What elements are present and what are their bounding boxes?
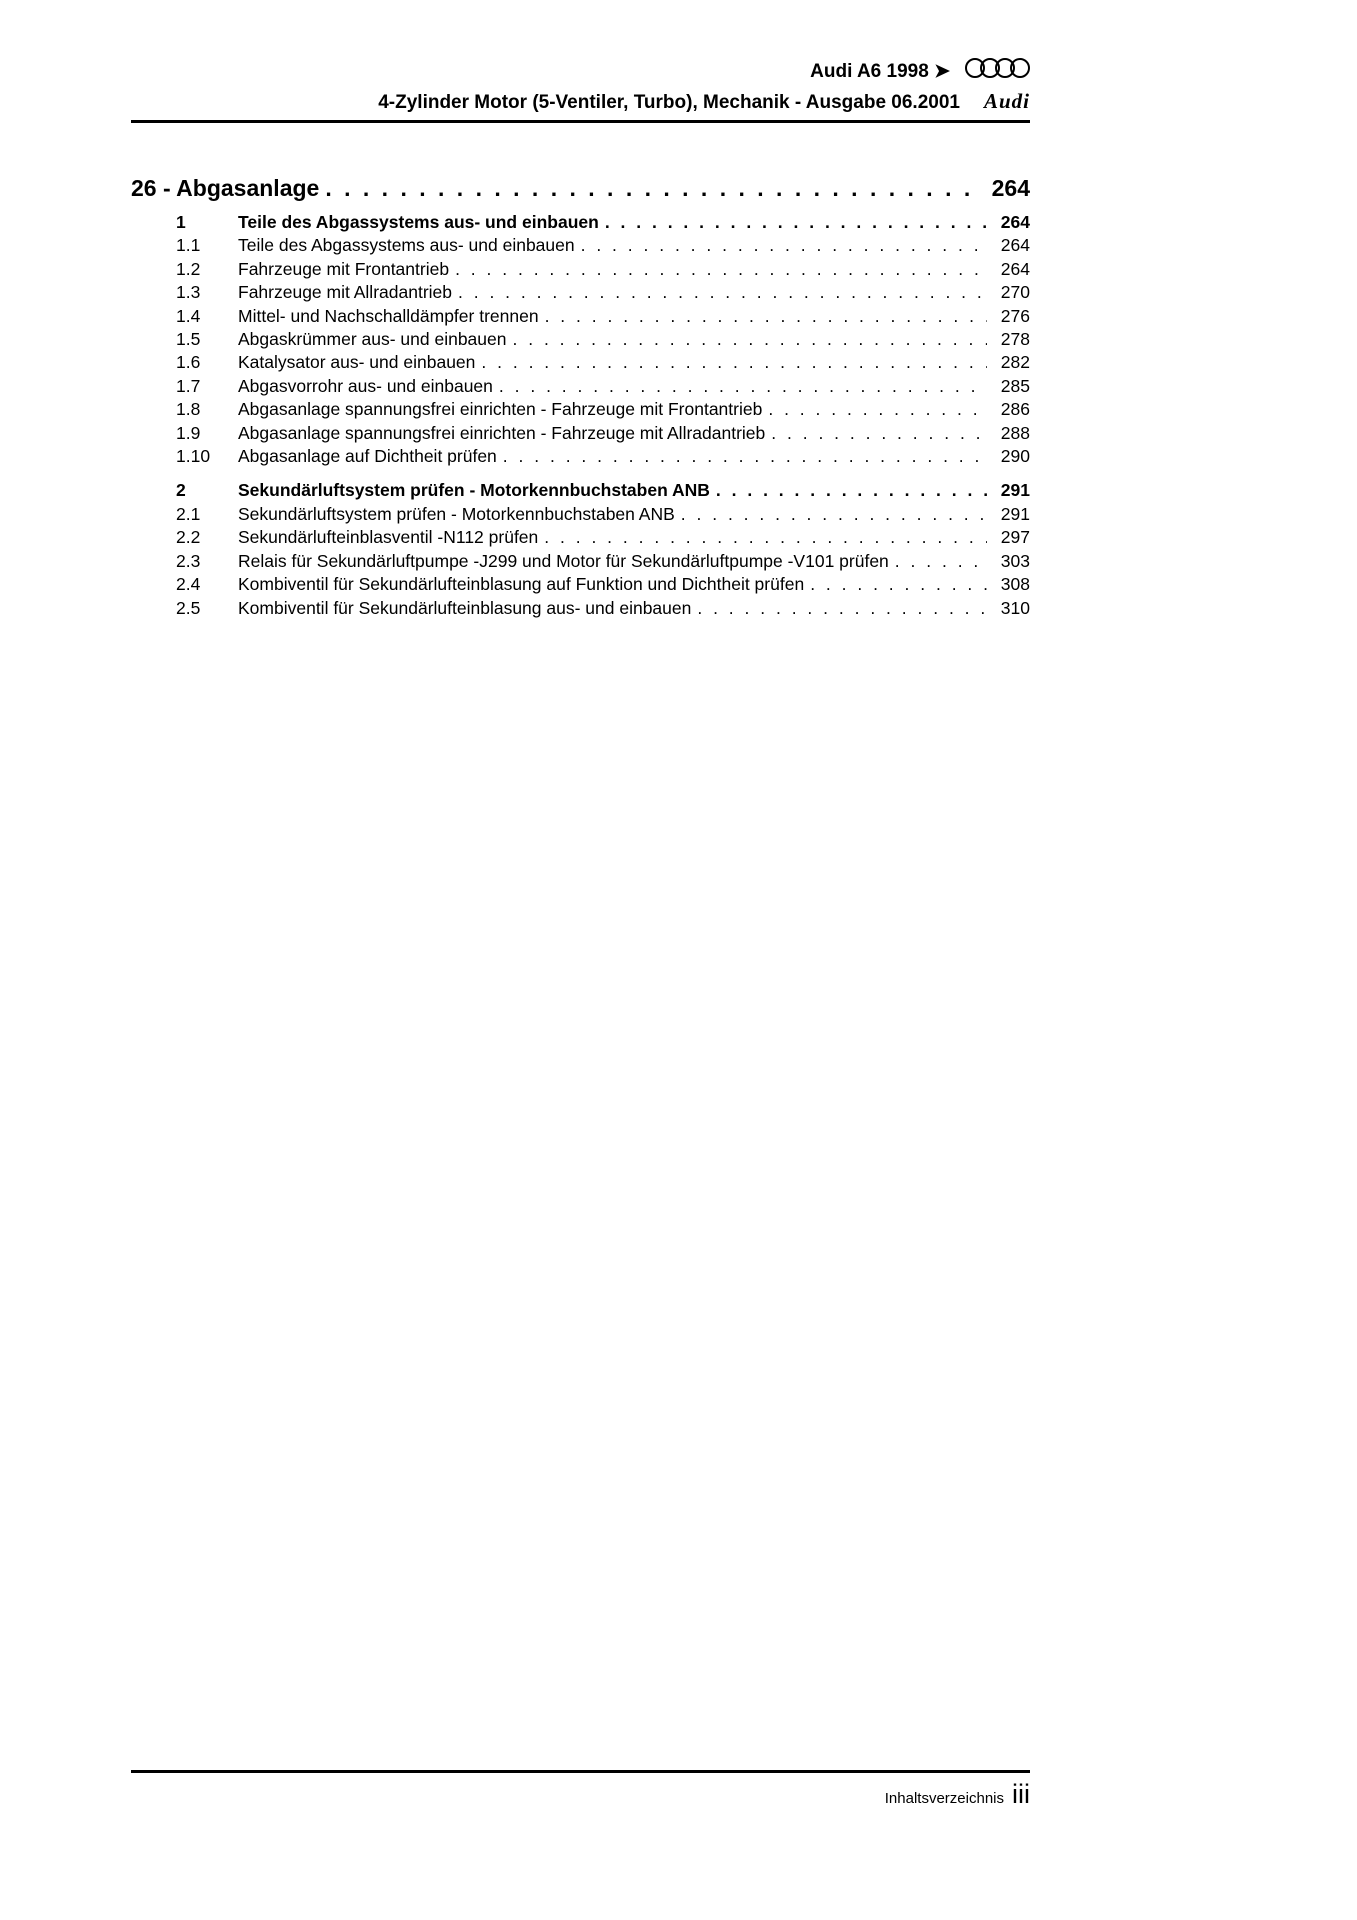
toc-entry-number: 1.10 bbox=[176, 446, 211, 467]
header-subtitle-line bbox=[131, 88, 1030, 116]
toc-entry-page: 264 bbox=[1000, 212, 1030, 232]
toc-entry-page: 264 bbox=[1000, 235, 1030, 256]
toc-entry-number: 1.6 bbox=[176, 352, 201, 373]
dot-leader bbox=[771, 422, 987, 445]
toc-entry-number: 1.2 bbox=[176, 258, 201, 279]
toc-entry-number: 1.3 bbox=[176, 282, 201, 303]
toc-entry bbox=[131, 375, 1030, 398]
toc-entry-number: 1.5 bbox=[176, 329, 201, 350]
toc-entry-number: 1.4 bbox=[176, 305, 201, 326]
toc-entry-page: 297 bbox=[1000, 527, 1030, 548]
chapter-page-number: 264 bbox=[991, 175, 1030, 201]
toc-entry-number: 2.3 bbox=[176, 550, 201, 571]
toc-entry bbox=[131, 258, 1030, 281]
page-header bbox=[131, 0, 1030, 123]
toc-entry-page: 276 bbox=[1000, 305, 1030, 326]
footer-label: Inhaltsverzeichnis bbox=[884, 1790, 1004, 1807]
toc-entry-page: 264 bbox=[1000, 258, 1030, 279]
toc-entry-page: 278 bbox=[1000, 329, 1030, 350]
dot-leader bbox=[544, 526, 987, 549]
dot-leader bbox=[605, 211, 987, 234]
toc-entry-page: 310 bbox=[1000, 597, 1030, 618]
toc-entry-page: 303 bbox=[1000, 550, 1030, 571]
toc-entry-number: 1.1 bbox=[176, 235, 201, 256]
dot-leader bbox=[325, 173, 983, 203]
toc-entry-page: 282 bbox=[1000, 352, 1030, 373]
dot-leader bbox=[455, 258, 987, 281]
toc-entry bbox=[131, 445, 1030, 468]
dot-leader bbox=[503, 445, 987, 468]
audi-rings-icon bbox=[964, 56, 1030, 88]
toc-entry-number: 1.9 bbox=[176, 422, 201, 443]
header-model-line bbox=[131, 56, 1030, 88]
toc-entry-title: Kombiventil für Sekundärlufteinblasung auf Funktion und Dichtheit prüfen bbox=[238, 574, 805, 595]
toc-entry-number: 2.4 bbox=[176, 574, 201, 595]
toc-entry-title: Abgasanlage spannungsfrei einrichten - Fahrzeuge mit Allradantrieb bbox=[238, 422, 766, 443]
toc-entry-title: Kombiventil für Sekundärlufteinblasung aus- und einbauen bbox=[238, 597, 692, 618]
toc-entry bbox=[131, 597, 1030, 620]
toc-entry bbox=[131, 305, 1030, 328]
toc-entry-number: 2.1 bbox=[176, 503, 201, 524]
toc-entry-title: Fahrzeuge mit Frontantrieb bbox=[238, 258, 450, 279]
dot-leader bbox=[581, 234, 987, 257]
toc-entry-page: 291 bbox=[1000, 503, 1030, 524]
toc-entry bbox=[131, 503, 1030, 526]
toc-entry bbox=[131, 211, 1030, 234]
toc-entry bbox=[131, 328, 1030, 351]
toc-entry-number: 2 bbox=[176, 480, 186, 501]
header-subtitle-text: 4-Zylinder Motor (5-Ventiler, Turbo), Mechanik - Ausgabe 06.2001 bbox=[378, 92, 960, 113]
toc-entry-number: 2.2 bbox=[176, 527, 201, 548]
toc-entry-number: 1.8 bbox=[176, 399, 201, 420]
toc-entry-number: 2.5 bbox=[176, 597, 201, 618]
dot-leader bbox=[481, 351, 987, 374]
dot-leader bbox=[768, 398, 987, 421]
toc-entry-page: 286 bbox=[1000, 399, 1030, 420]
toc-entry-title: Teile des Abgassystems aus- und einbauen bbox=[238, 235, 575, 256]
toc-entry-page: 270 bbox=[1000, 282, 1030, 303]
dot-leader bbox=[716, 479, 987, 502]
toc-entry-title: Relais für Sekundärluftpumpe -J299 und Motor für Sekundärluftpumpe -V101 prüfen bbox=[238, 550, 889, 571]
toc-entry-page: 291 bbox=[1000, 480, 1030, 501]
dot-leader bbox=[513, 328, 988, 351]
toc-entry bbox=[131, 479, 1030, 502]
toc-entry-page: 308 bbox=[1000, 574, 1030, 595]
toc-entry-title: Abgasanlage spannungsfrei einrichten - Fahrzeuge mit Frontantrieb bbox=[238, 399, 763, 420]
footer-divider bbox=[131, 1770, 1030, 1773]
toc-entry-page: 288 bbox=[1000, 422, 1030, 443]
toc-entry-title: Sekundärluftsystem prüfen - Motorkennbuchstaben ANB bbox=[238, 503, 675, 524]
toc-entry bbox=[131, 422, 1030, 445]
toc-entry-title: Fahrzeuge mit Allradantrieb bbox=[238, 282, 452, 303]
audi-wordmark: Audi bbox=[983, 89, 1030, 113]
toc-entry-title: Teile des Abgassystems aus- und einbauen bbox=[238, 212, 599, 232]
toc-entry-title: Abgaskrümmer aus- und einbauen bbox=[238, 329, 507, 350]
toc-entry-title: Mittel- und Nachschalldämpfer trennen bbox=[238, 305, 539, 326]
dot-leader bbox=[545, 305, 987, 328]
toc-entry-number: 1.7 bbox=[176, 375, 201, 396]
chapter-heading bbox=[131, 173, 1030, 203]
toc-entry-title: Abgasanlage auf Dichtheit prüfen bbox=[238, 446, 497, 467]
dot-leader bbox=[810, 573, 987, 596]
dot-leader bbox=[681, 503, 987, 526]
page-content bbox=[131, 0, 1030, 620]
footer-page-number: iii bbox=[1012, 1779, 1030, 1809]
dot-leader bbox=[499, 375, 987, 398]
toc-entry-title: Abgasvorrohr aus- und einbauen bbox=[238, 375, 493, 396]
toc-entry-title: Katalysator aus- und einbauen bbox=[238, 352, 476, 373]
chapter-title: 26 - Abgasanlage bbox=[131, 175, 320, 201]
toc-entry bbox=[131, 573, 1030, 596]
toc-entry bbox=[131, 351, 1030, 374]
toc-entry-page: 285 bbox=[1000, 375, 1030, 396]
toc-entry bbox=[131, 398, 1030, 421]
toc-entry bbox=[131, 234, 1030, 257]
header-divider bbox=[131, 120, 1030, 123]
dot-leader bbox=[895, 550, 987, 573]
toc-entry-page: 290 bbox=[1000, 446, 1030, 467]
toc-entry-title: Sekundärluftsystem prüfen - Motorkennbuchstaben ANB bbox=[238, 480, 710, 501]
toc-entry bbox=[131, 526, 1030, 549]
dot-leader bbox=[458, 281, 987, 304]
toc-entry-number: 1 bbox=[176, 212, 186, 232]
toc-entry bbox=[131, 550, 1030, 573]
toc-list bbox=[131, 211, 1030, 620]
header-model-text: Audi A6 1998 ➤ bbox=[810, 61, 950, 82]
toc-entry bbox=[131, 281, 1030, 304]
page-footer bbox=[131, 1770, 1030, 1810]
dot-leader bbox=[697, 597, 987, 620]
footer-text-line bbox=[131, 1779, 1030, 1810]
toc-entry-title: Sekundärlufteinblasventil -N112 prüfen bbox=[238, 527, 539, 548]
